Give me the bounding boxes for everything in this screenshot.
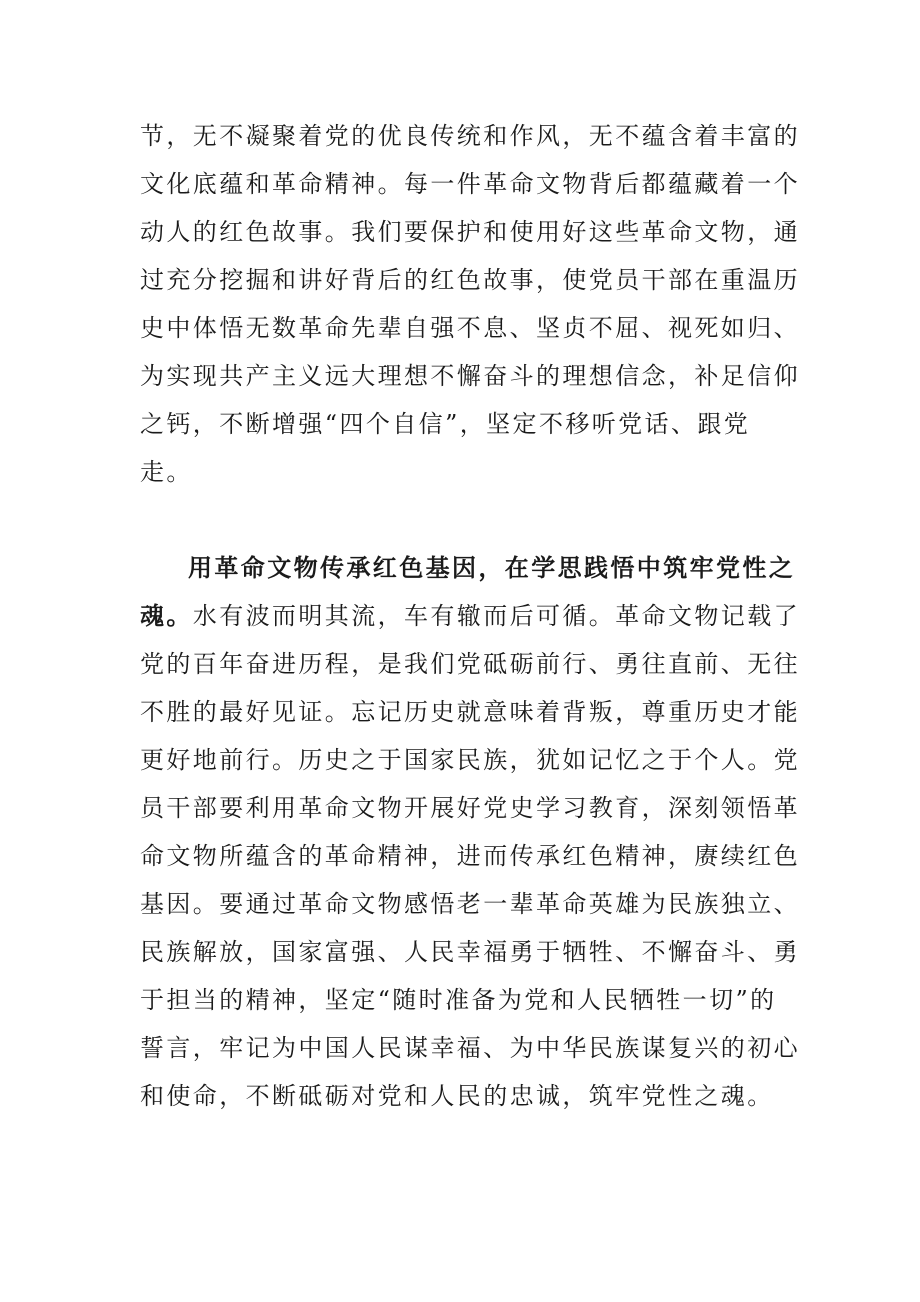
- section-heading-end: 魂。: [140, 601, 193, 630]
- text-line: 命文物所蕴含的革命精神，进而传承红色精神，赓续红色: [140, 842, 800, 870]
- text-line: 不胜的最好见证。忘记历史就意味着背叛，尊重历史才能: [140, 698, 800, 726]
- text-line: 誓言，牢记为中国人民谋幸福、为中华民族谋复兴的初心: [140, 1034, 800, 1062]
- text-line: 党的百年奋进历程，是我们党砥砺前行、勇往直前、无往: [140, 650, 800, 678]
- text-line-with-heading-end: [140, 600, 800, 632]
- text-line: 走。: [140, 458, 193, 486]
- text-line: 和使命，不断砥砺对党和人民的忠诚，筑牢党性之魂。: [140, 1082, 774, 1110]
- text-line: 员干部要利用革命文物开展好党史学习教育，深刻领悟革: [140, 794, 800, 822]
- text-line: 过充分挖掘和讲好背后的红色故事，使党员干部在重温历: [140, 266, 800, 294]
- text-line: 节，无不凝聚着党的优良传统和作风，无不蕴含着丰富的: [140, 122, 800, 150]
- text-line: 为实现共产主义远大理想不懈奋斗的理想信念，补足信仰: [140, 362, 800, 390]
- text-line: 文化底蕴和革命精神。每一件革命文物背后都蕴藏着一个: [140, 170, 800, 198]
- text-line: 基因。要通过革命文物感悟老一辈革命英雄为民族独立、: [140, 890, 800, 918]
- text-line: 更好地前行。历史之于国家民族，犹如记忆之于个人。党: [140, 746, 800, 774]
- text-line: 动人的红色故事。我们要保护和使用好这些革命文物，通: [140, 218, 800, 246]
- text-line: 民族解放，国家富强、人民幸福勇于牺牲、不懈奋斗、勇: [140, 938, 800, 966]
- text-line: 于担当的精神，坚定“随时准备为党和人民牺牲一切”的: [140, 986, 777, 1014]
- text-line-rest: 水有波而明其流，车有辙而后可循。革命文物记载了: [192, 602, 801, 630]
- section-heading: 用革命文物传承红色基因，在学思践悟中筑牢党性之: [188, 553, 796, 582]
- text-line: 之钙，不断增强“四个自信”，坚定不移听党话、跟党: [140, 410, 751, 438]
- text-line: 史中体悟无数革命先辈自强不息、坚贞不屈、视死如归、: [140, 314, 800, 342]
